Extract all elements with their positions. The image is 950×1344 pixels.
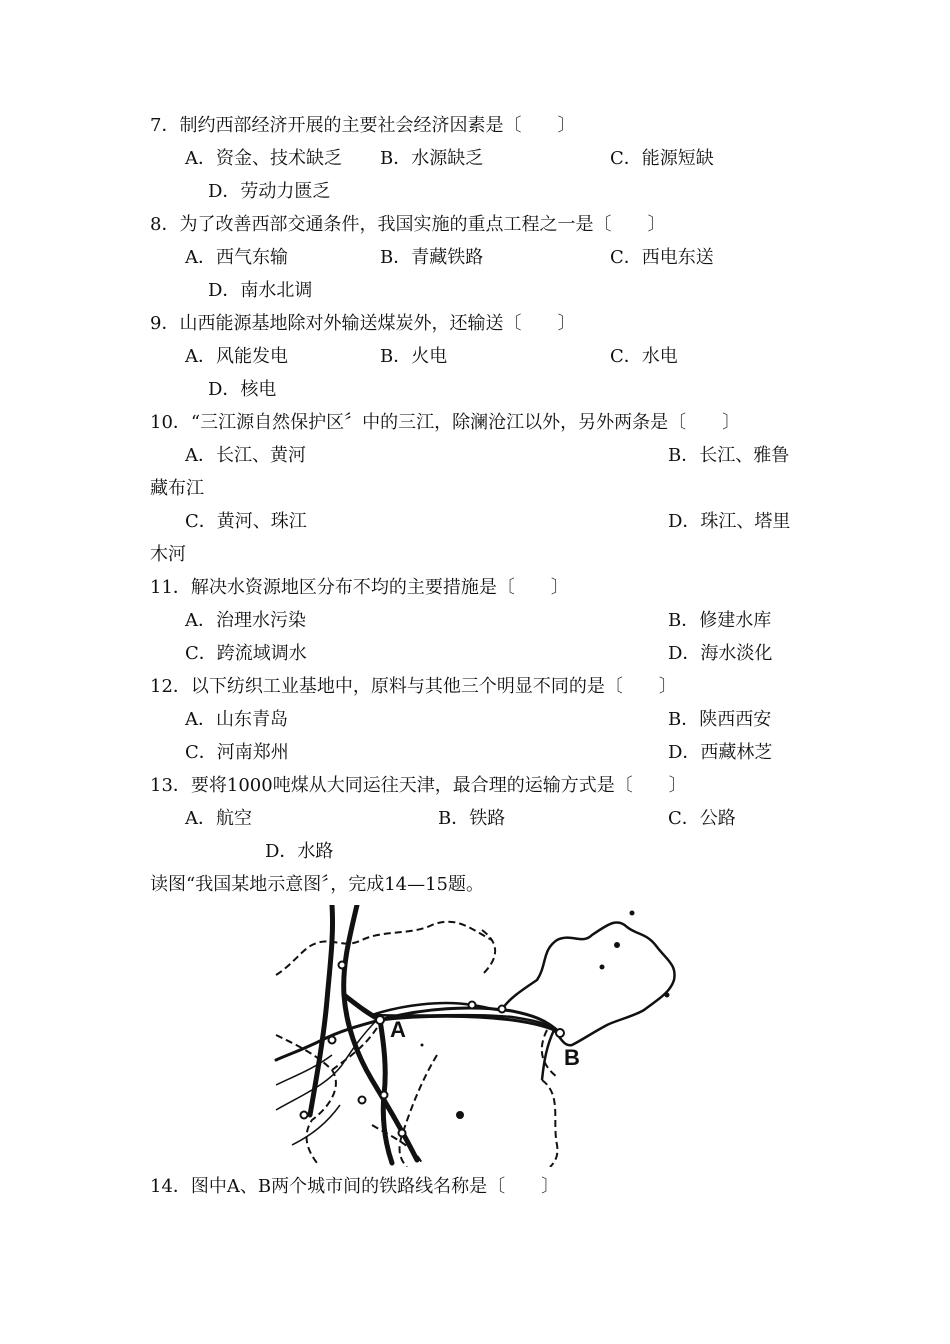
question-7-option-b: B．水源缺乏 <box>380 148 484 169</box>
question-10-option-b: B．长江、雅鲁 <box>668 445 790 466</box>
map-label-a: A <box>390 1017 406 1042</box>
question-13-option-a: A．航空 <box>185 808 252 829</box>
question-12-option-d: D．西藏林芝 <box>668 742 773 763</box>
question-8-stem: 8．为了改善西部交通条件，我国实施的重点工程之一是〔 〕 <box>150 214 666 235</box>
question-13-option-c: C．公路 <box>668 808 736 829</box>
map-label-b: B <box>564 1045 580 1070</box>
question-11-option-a: A．治理水污染 <box>185 610 306 631</box>
question-8-option-a: A．西气东输 <box>185 247 288 268</box>
question-9-option-b: B．火电 <box>380 346 448 367</box>
question-10-stem: 10．“三江源自然保护区〞中的三江，除澜沧江以外，另外两条是〔 〕 <box>150 412 741 433</box>
question-11-option-b: B．修建水库 <box>668 610 772 631</box>
question-11-option-c: C．跨流域调水 <box>185 643 307 664</box>
question-13-option-b: B．铁路 <box>438 808 506 829</box>
question-10-option-c: C．黄河、珠江 <box>185 511 307 532</box>
boundary-lines <box>276 922 557 1167</box>
question-12-stem: 12．以下纺织工业基地中，原料与其他三个明显不同的是〔 〕 <box>150 676 677 697</box>
question-12-option-c: C．河南郑州 <box>185 742 289 763</box>
question-7-option-d: D．劳动力匮乏 <box>208 181 331 202</box>
coastline <box>372 922 675 1080</box>
question-10-option-d-wrap: 木河 <box>150 544 186 565</box>
question-9-option-d: D．核电 <box>208 379 277 400</box>
question-7-option-c: C．能源短缺 <box>610 148 714 169</box>
question-11-stem: 11．解决水资源地区分布不均的主要措施是〔 〕 <box>150 577 569 598</box>
question-8-option-c: C．西电东送 <box>610 247 714 268</box>
question-10-option-a: A．长江、黄河 <box>185 445 306 466</box>
question-9-stem: 9．山西能源基地除对外输送煤炭外，还输送〔 〕 <box>150 313 576 334</box>
question-9-option-c: C．水电 <box>610 346 678 367</box>
question-9-option-a: A．风能发电 <box>185 346 288 367</box>
question-8-option-d: D．南水北调 <box>208 280 313 301</box>
question-7-stem: 7．制约西部经济开展的主要社会经济因素是〔 〕 <box>150 115 576 136</box>
question-13-option-d: D．水路 <box>265 841 334 862</box>
region-map <box>272 905 682 1167</box>
question-12-option-a: A．山东青岛 <box>185 709 288 730</box>
question-10-option-b-wrap: 藏布江 <box>150 478 204 499</box>
question-8-option-b: B．青藏铁路 <box>380 247 484 268</box>
question-7-option-a: A．资金、技术缺乏 <box>185 148 342 169</box>
question-11-option-d: D．海水淡化 <box>668 643 773 664</box>
question-13-stem: 13．要将1000吨煤从大同运往天津，最合理的运输方式是〔 〕 <box>150 775 687 796</box>
map-intro: 读图“我国某地示意图〞，完成14—15题。 <box>150 874 485 895</box>
question-10-option-d: D．珠江、塔里 <box>668 511 791 532</box>
question-14-stem: 14．图中A、B两个城市间的铁路线名称是〔 〕 <box>150 1176 560 1197</box>
question-12-option-b: B．陕西西安 <box>668 709 772 730</box>
